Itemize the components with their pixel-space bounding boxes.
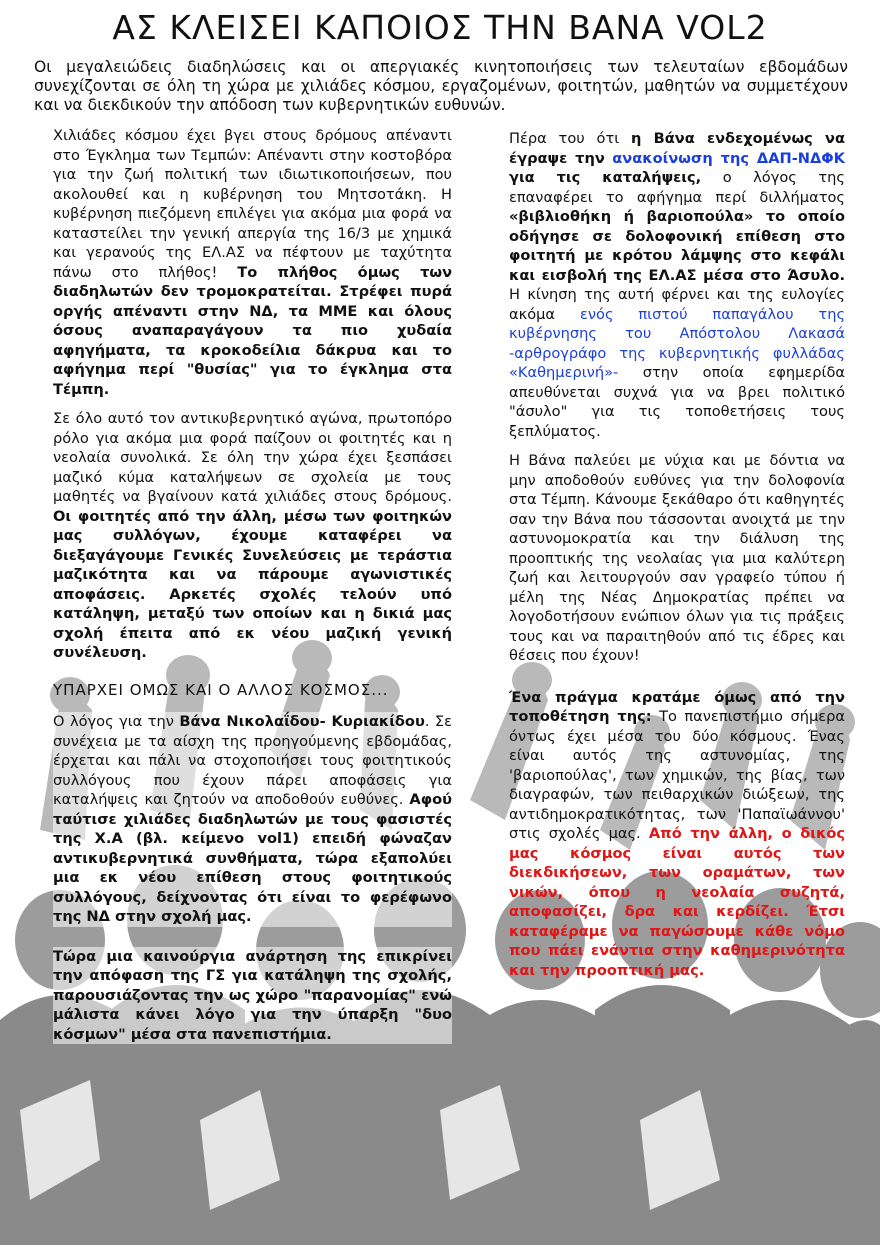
left-p3-a: Ο λόγος για την: [53, 713, 174, 730]
left-p3-b: . Σε συνέχεια με τα αίσχη της προηγούμενης εβδομάδας, έρχεται και πάλι να στοχοποιήσει τους φοιτητικούς συλλόγους που έχουν πάρει αποφάσεις για καταλήψεις και ζητούν να αποδοθούν ευθύνες.: [53, 713, 453, 808]
left-p3-name: Βάνα Νικολαΐδου- Κυριακίδου: [179, 713, 425, 730]
left-column: [53, 126, 452, 1054]
lakasas-article-link[interactable]: ενός πιστού παπαγάλου της κυβέρνησης του Απόστολου Λακασά -αρθρογράφο της κυβερνητικής φυλλάδας «Καθημερινή»-: [509, 305, 846, 381]
left-paragraph-2: [53, 409, 452, 663]
left-p4-bold: Τώρα μια καινούργια ανάρτηση της επικρίνει την απόφαση της ΓΣ για κατάληψη της σχολής, παρουσιάζοντας την ως χώρο "παρανομίας" ενώ μάλιστα κάνει λόγο για την ύπαρξη "δυο κόσμων" μέσα στα πανεπιστήμια.: [53, 947, 452, 1043]
right-p1-b: ο λόγος της επαναφέρει το αφήγημα περί διλλήματος: [509, 169, 845, 206]
left-p1-bold: Το πλήθος όμως των διαδηλωτών δεν τρομοκρατείται. Στρέφει πυρά οργής απέναντι στην ΝΔ, τα ΜΜΕ και όλους όσους αναπαραγάγουν τα πιο χυδαία αφηγήματα, τα κροκοδείλια δάκρυα και το αφήγημα περί "θυσίας" για το έγκλημα στα Τέμπη.: [53, 263, 453, 398]
right-p1-bold2: για τις καταλήψεις,: [509, 169, 702, 186]
right-p3-bold: Ένα πράγμα κρατάμε όμως από την τοποθέτηση της:: [509, 688, 845, 725]
right-p1-d: στην οποία εφημερίδα απευθύνεται συχνά για να βρει πολιτικό "άσυλο" για τις τοποθετήσεις τους ξεπλύματος.: [509, 364, 846, 440]
left-p2-text: Σε όλο αυτό τον αντικυβερνητικό αγώνα, πρωτοπόρο ρόλο για ακόμα μια φορά παίζουν οι φοιτητές και η νεολαία συνολικά. Σε όλη την χώρα έχει ξεσπάσει μαζικό κύμα καταλήψεων σε σχολεία με τους μαθητές να βγαίνουν κατά χιλιάδες στους δρόμους.: [53, 410, 452, 505]
right-p1-bold1: η Βάνα ενδεχομένως να έγραψε την: [509, 130, 845, 167]
right-p1-c: Η κίνηση της αυτή φέρνει και της ευλογίες ακόμα: [509, 286, 845, 323]
left-p2-bold: Οι φοιτητές από την άλλη, μέσω των φοιτηκών μας συλλόγων, έχουμε καταφέρει να διεξαγάγουμε Γενικές Συνελεύσεις με τεράστια μαζικότητα και να πάρουμε αγωνιστικές αποφάσεις. Αρκετές σχολές τελούν υπό κατάληψη, μεταξύ των οποίων και η δικιά μας σχολή έπειτα από εκ νέου μαζική γενική συνέλευση.: [53, 507, 452, 661]
dap-announcement-link[interactable]: ανακοίνωση της ΔΑΠ-ΝΔΦΚ: [612, 149, 845, 167]
right-paragraph-2: Η Βάνα παλεύει με νύχια και με δόντια να μην αποδοθούν ευθύνες για την δολοφονία στα Τέμπη. Κάνουμε ξεκάθαρο ότι καθηγητές σαν την Βάνα που τάσσονται ανοιχτά με την αστυνομοκρατία και την διάλυση της προοπτικής της νεολαίας για μια καλύτερη ζωή και λειτουργούν σαν γραφείο τύπου ή μέλη της Νέας Δημοκρατίας πρέπει να λογοδοτήσουν ενώπιον όλων για τις πράξεις τους και να παραιτηθούν από τις έδρες και θέσεις που έχουν!: [509, 452, 845, 664]
intro-paragraph: Οι μεγαλειώδεις διαδηλώσεις και οι απεργιακές κινητοποιήσεις των τελευταίων εβδομάδων συνεχίζονται σε όλη τη χώρα με χιλιάδες κόσμου, εργαζομένων, φοιτητών, μαθητών να συμμετέχουν και να διεκδικούν την απόδοση των κυβερνητικών ευθυνών.: [34, 58, 848, 114]
right-column: [509, 129, 845, 990]
right-paragraph-1: [509, 129, 845, 441]
right-p3-red: Από την άλλη, ο δικός μας κόσμος είναι αυτός των διεκδικήσεων, των οραμάτων, των νικών, όπου η νεολαία συζητά, αποφασίζει, δρα και κερδίζει. Έτσι καταφέραμε να παγώσουμε κάθε νόμο που πάει ενάντια στην καθημερινότητα και την προοπτική μας.: [509, 825, 846, 979]
right-p1-bold3: «βιβλιοθήκη ή βαριοπούλα» το οποίο οδήγησε σε δολοφονική επίθεση στο φοιτητή με κρότου λάμψης στο κεφάλι και εισβολή της ΕΛ.ΑΣ μέσα στο Άσυλο.: [509, 208, 845, 284]
left-paragraph-1: [53, 126, 452, 399]
left-paragraph-4: [53, 947, 452, 1045]
section-subheading: ΥΠΑΡΧΕΙ ΟΜΩΣ ΚΑΙ Ο ΑΛΛΟΣ ΚΟΣΜΟΣ...: [53, 680, 389, 699]
left-p1-text: Χιλιάδες κόσμου έχει βγει στους δρόμους απέναντι στο Έγκλημα των Τεμπών: Απέναντι στην κοστοβόρα για την ζωή πολιτική των ιδιωτικοποιήσεων, που ακολουθεί και η κυβέρνηση του Μητσοτάκη. Η κυβέρνηση πιεζόμενη επιλέγει για ακόμα μια φορά να καταστείλει την γενική απεργία της 16/3 με χημικά και γερανούς της ΕΛ.ΑΣ να πέφτουν με ταχύτητα πάνω στο πλήθος!: [53, 127, 452, 281]
page-title: ΑΣ ΚΛΕΙΣΕΙ ΚΑΠΟΙΟΣ ΤΗΝ ΒΑΝΑ VOL2: [112, 8, 768, 47]
right-p3-text: Το πανεπιστήμιο σήμερα όντως έχει μέσα του δύο κόσμους. Ένας είναι αυτός της αστυνομίας, της 'βαριοπούλας', των χημικών, της βίας, των διαγραφών, των πειθαρχικών διώξεων, της αντιδημοκρατικότητας, των 'Παπαϊωάννου' στις σχολές μας.: [509, 708, 845, 842]
left-paragraph-3: [53, 712, 452, 927]
left-p3-bold: Αφού ταύτισε χιλιάδες διαδηλωτών με τους φασιστές της Χ.Α (βλ. κείμενο vol1) επειδή φώναζαν αντικυβερνητικά συνθήματα, τώρα εξαπολύει μια εκ νέου επίθεση στους φοιτητικούς συλλόγους, δείχνοντας ότι είναι το φερέφωνο της ΝΔ στην σχολή μας.: [53, 791, 452, 925]
right-p1-a: Πέρα του ότι: [509, 130, 620, 147]
right-paragraph-3: [509, 688, 845, 981]
